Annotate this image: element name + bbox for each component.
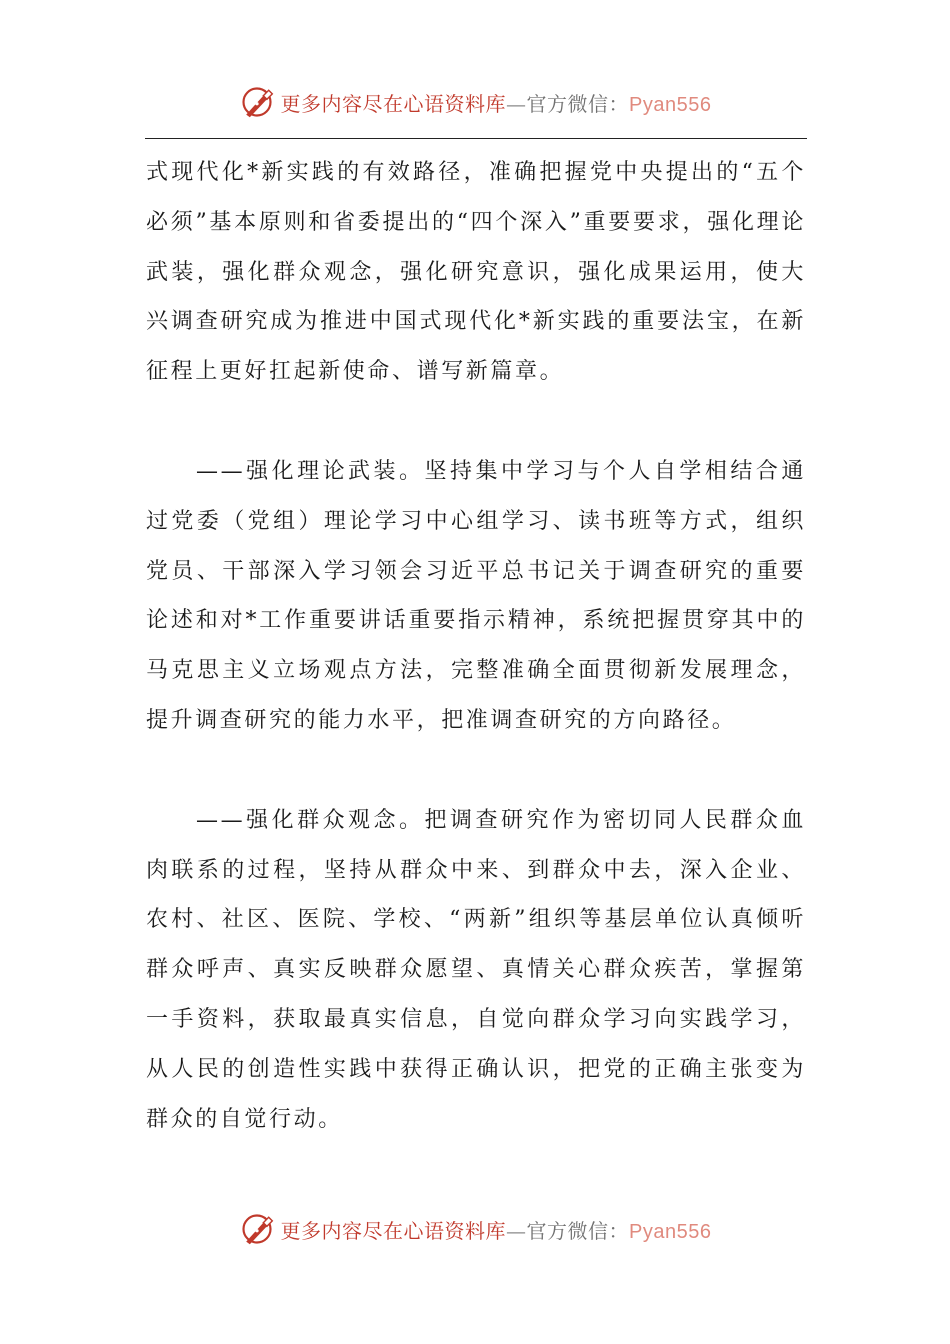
paragraph-3: ——强化群众观念。把调查研究作为密切同人民群众血肉联系的过程，坚持从群众中来、到群众中去，深入企业、农村、社区、医院、学校、“两新”组织等基层单位认真倾听群众呼声、真实反映群众愿望、真情关心群众疾苦，掌握第一手资料，获取最真实信息，自觉向群众学习向实践学习，从人民的创造性实践中获得正确认识，把党的正确主张变为群众的自觉行动。 [146,807,806,1132]
footer-banner-text [281,1215,712,1244]
document-body [146,148,806,1144]
footer-banner-content [239,1211,712,1247]
header-banner-main: 更多内容尽在心语资料库 [280,91,507,116]
paragraph-gap [146,746,806,796]
header-divider [145,138,807,139]
header-banner-text [281,88,712,117]
header-banner-handle: Pyan556 [629,93,712,116]
paragraph-gap [146,397,806,447]
header-banner-official: 官方微信： [526,91,630,116]
footer-banner-dash: — [506,1218,527,1243]
footer-banner-handle: Pyan556 [629,1220,712,1243]
pen-nib-logo-icon [239,84,275,120]
paragraph-2: ——强化理论武装。坚持集中学习与个人自学相结合通过党委（党组）理论学习中心组学习、读书班等方式，组织党员、干部深入学习领会习近平总书记关于调查研究的重要论述和对*工作重要讲话重要指示精神，系统把握贯穿其中的马克思主义立场观点方法，完整准确全面贯彻新发展理念，提升调查研究的能力水平，把准调查研究的方向路径。 [146,458,806,733]
header-banner [0,80,950,124]
paragraph-1: 式现代化*新实践的有效路径，准确把握党中央提出的“五个必须”基本原则和省委提出的“四个深入”重要要求，强化理论武装，强化群众观念，强化研究意识，强化成果运用，使大兴调查研究成为推进中国式现代化*新实践的重要法宝，在新征程上更好扛起新使命、谱写新篇章。 [146,160,806,385]
footer-banner-official: 官方微信： [526,1218,630,1243]
header-banner-dash: — [506,91,527,116]
header-banner-content [239,84,712,120]
footer-banner [0,1207,950,1251]
footer-banner-main: 更多内容尽在心语资料库 [280,1218,507,1243]
pen-nib-logo-icon [239,1211,275,1247]
